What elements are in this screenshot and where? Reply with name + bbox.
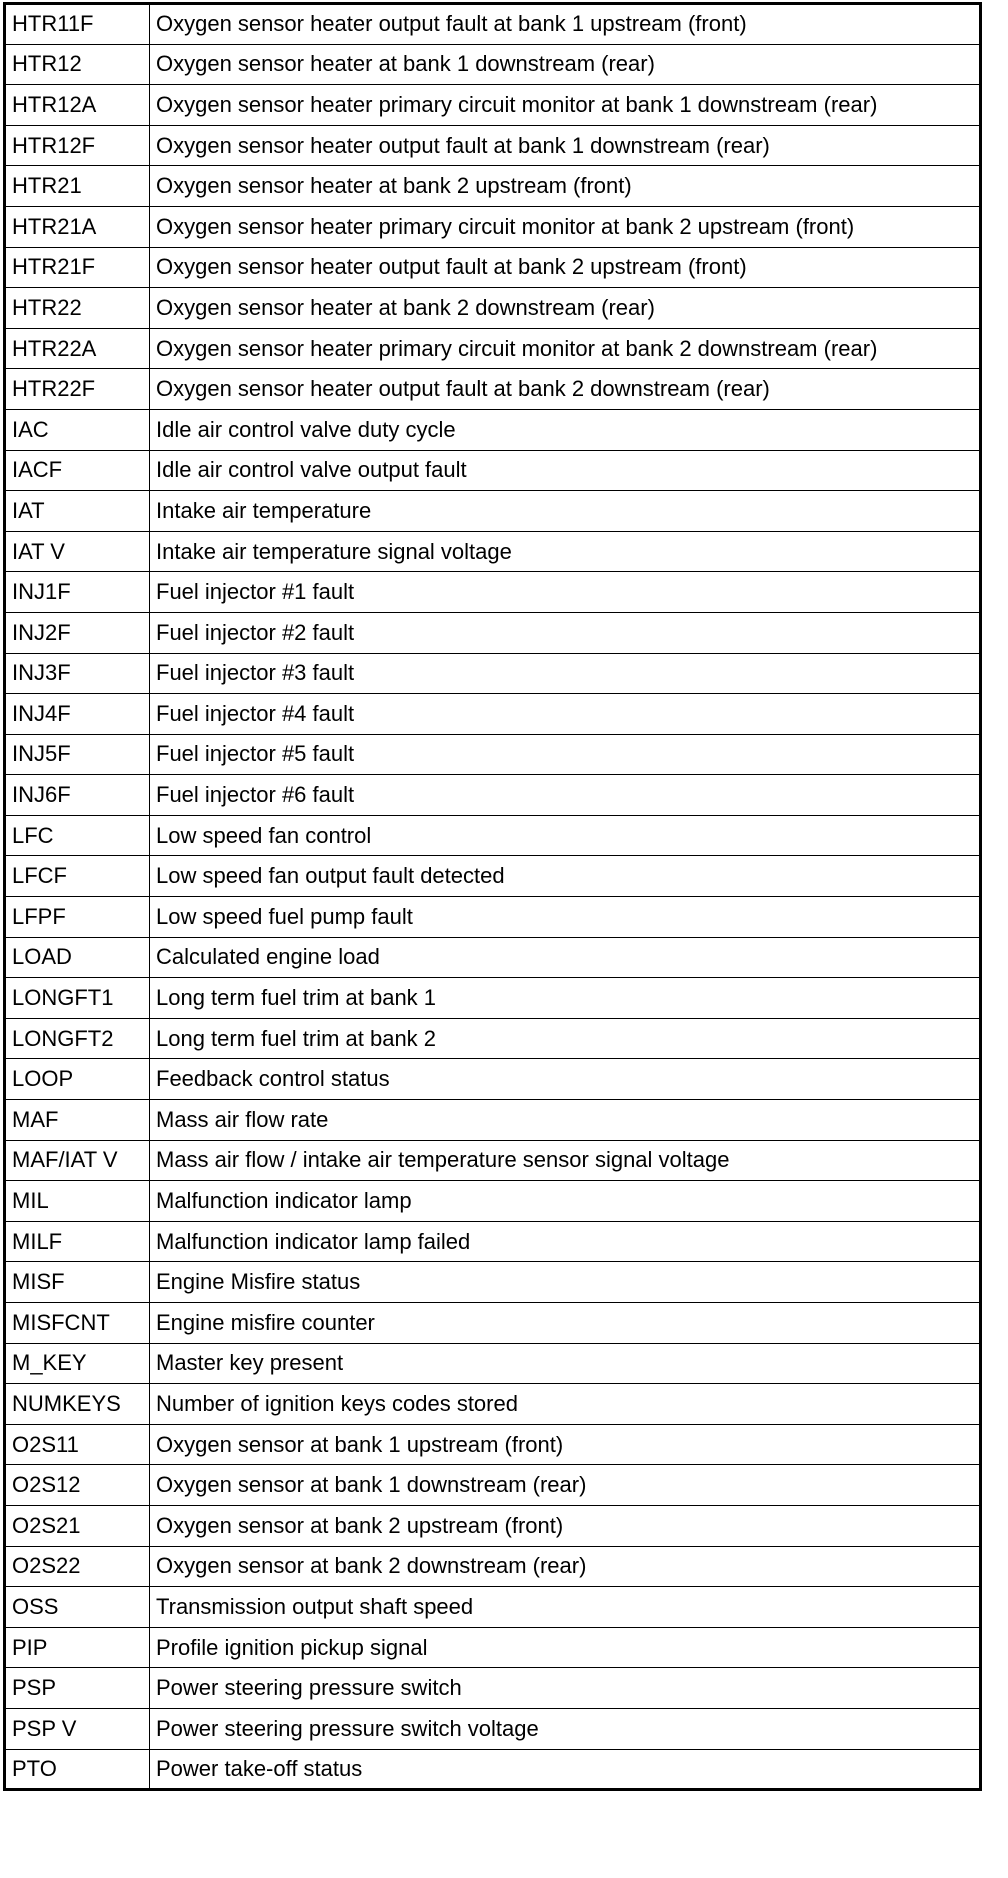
- pid-code-cell: IAT: [5, 491, 150, 532]
- pid-description-cell: Power steering pressure switch: [150, 1668, 981, 1709]
- pid-code-cell: HTR22A: [5, 328, 150, 369]
- table-row: [5, 572, 981, 613]
- table-row: [5, 1059, 981, 1100]
- table-row: [5, 491, 981, 532]
- table-row: [5, 1708, 981, 1749]
- table-row: [5, 1384, 981, 1425]
- table-row: [5, 1221, 981, 1262]
- table-row: [5, 1505, 981, 1546]
- pid-description-cell: Oxygen sensor heater primary circuit monitor at bank 2 downstream (rear): [150, 328, 981, 369]
- pid-code-cell: PSP V: [5, 1708, 150, 1749]
- pid-description-cell: Feedback control status: [150, 1059, 981, 1100]
- pid-description-cell: Fuel injector #5 fault: [150, 734, 981, 775]
- pid-description-cell: Oxygen sensor heater output fault at bank 2 upstream (front): [150, 247, 981, 288]
- pid-description-cell: Fuel injector #1 fault: [150, 572, 981, 613]
- pid-code-cell: M_KEY: [5, 1343, 150, 1384]
- table-row: [5, 694, 981, 735]
- pid-code-cell: O2S21: [5, 1505, 150, 1546]
- pid-code-cell: INJ5F: [5, 734, 150, 775]
- table-row: [5, 206, 981, 247]
- pid-code-cell: LOOP: [5, 1059, 150, 1100]
- table-row: [5, 1424, 981, 1465]
- table-row: [5, 288, 981, 329]
- pid-description-cell: Long term fuel trim at bank 1: [150, 978, 981, 1019]
- pid-description-cell: Idle air control valve duty cycle: [150, 409, 981, 450]
- pid-code-cell: INJ1F: [5, 572, 150, 613]
- pid-description-cell: Engine Misfire status: [150, 1262, 981, 1303]
- pid-code-cell: MISF: [5, 1262, 150, 1303]
- pid-code-cell: HTR11F: [5, 4, 150, 45]
- table-row: [5, 85, 981, 126]
- pid-description-cell: Power take-off status: [150, 1749, 981, 1790]
- pid-code-cell: INJ3F: [5, 653, 150, 694]
- table-row: [5, 978, 981, 1019]
- pid-description-cell: Oxygen sensor heater primary circuit monitor at bank 2 upstream (front): [150, 206, 981, 247]
- pid-description-cell: Oxygen sensor heater primary circuit monitor at bank 1 downstream (rear): [150, 85, 981, 126]
- pid-code-cell: INJ4F: [5, 694, 150, 735]
- table-row: [5, 1668, 981, 1709]
- pid-description-cell: Oxygen sensor heater at bank 2 downstream (rear): [150, 288, 981, 329]
- pid-code-cell: HTR21A: [5, 206, 150, 247]
- pid-description-cell: Idle air control valve output fault: [150, 450, 981, 491]
- pid-code-cell: INJ6F: [5, 775, 150, 816]
- table-row: [5, 125, 981, 166]
- pid-code-cell: LOAD: [5, 937, 150, 978]
- table-row: [5, 653, 981, 694]
- table-row: [5, 1018, 981, 1059]
- pid-description-cell: Malfunction indicator lamp failed: [150, 1221, 981, 1262]
- table-row: [5, 815, 981, 856]
- table-row: [5, 1587, 981, 1628]
- pid-code-cell: LONGFT1: [5, 978, 150, 1019]
- pid-description-cell: Power steering pressure switch voltage: [150, 1708, 981, 1749]
- pid-code-cell: IACF: [5, 450, 150, 491]
- pid-description-cell: Fuel injector #6 fault: [150, 775, 981, 816]
- table-row: [5, 1181, 981, 1222]
- pid-description-cell: Low speed fan output fault detected: [150, 856, 981, 897]
- pid-code-cell: LONGFT2: [5, 1018, 150, 1059]
- table-row: [5, 897, 981, 938]
- pid-code-cell: MILF: [5, 1221, 150, 1262]
- pid-code-cell: MIL: [5, 1181, 150, 1222]
- table-row: [5, 531, 981, 572]
- pid-description-cell: Intake air temperature: [150, 491, 981, 532]
- pid-code-cell: MAF/IAT V: [5, 1140, 150, 1181]
- pid-description-cell: Fuel injector #4 fault: [150, 694, 981, 735]
- table-row: [5, 1465, 981, 1506]
- table-row: [5, 856, 981, 897]
- pid-description-cell: Mass air flow / intake air temperature sensor signal voltage: [150, 1140, 981, 1181]
- pid-code-cell: PIP: [5, 1627, 150, 1668]
- pid-description-cell: Malfunction indicator lamp: [150, 1181, 981, 1222]
- table-row: [5, 4, 981, 45]
- table-row: [5, 44, 981, 85]
- table-row: [5, 328, 981, 369]
- table-row: [5, 1303, 981, 1344]
- pid-code-cell: LFC: [5, 815, 150, 856]
- pid-description-cell: Long term fuel trim at bank 2: [150, 1018, 981, 1059]
- pid-description-cell: Oxygen sensor at bank 2 upstream (front): [150, 1505, 981, 1546]
- table-row: [5, 247, 981, 288]
- pid-description-cell: Mass air flow rate: [150, 1100, 981, 1141]
- table-row: [5, 1343, 981, 1384]
- pid-code-cell: OSS: [5, 1587, 150, 1628]
- pid-code-cell: HTR12A: [5, 85, 150, 126]
- table-row: [5, 612, 981, 653]
- table-row: [5, 450, 981, 491]
- table-row: [5, 734, 981, 775]
- pid-description-cell: Transmission output shaft speed: [150, 1587, 981, 1628]
- pid-code-cell: HTR21: [5, 166, 150, 207]
- pid-code-cell: IAC: [5, 409, 150, 450]
- pid-description-cell: Fuel injector #3 fault: [150, 653, 981, 694]
- pid-code-cell: INJ2F: [5, 612, 150, 653]
- pid-description-cell: Intake air temperature signal voltage: [150, 531, 981, 572]
- table-row: [5, 1546, 981, 1587]
- pid-code-cell: PSP: [5, 1668, 150, 1709]
- table-row: [5, 775, 981, 816]
- pid-description-cell: Oxygen sensor heater output fault at bank 1 upstream (front): [150, 4, 981, 45]
- pid-description-cell: Oxygen sensor at bank 1 upstream (front): [150, 1424, 981, 1465]
- pid-code-cell: O2S11: [5, 1424, 150, 1465]
- pid-description-cell: Oxygen sensor heater output fault at bank 1 downstream (rear): [150, 125, 981, 166]
- table-row: [5, 369, 981, 410]
- pid-code-cell: PTO: [5, 1749, 150, 1790]
- table-row: [5, 409, 981, 450]
- pid-description-cell: Oxygen sensor heater at bank 1 downstream (rear): [150, 44, 981, 85]
- pid-description-cell: Oxygen sensor at bank 1 downstream (rear): [150, 1465, 981, 1506]
- pid-code-cell: IAT V: [5, 531, 150, 572]
- table-row: [5, 1140, 981, 1181]
- pid-code-cell: HTR21F: [5, 247, 150, 288]
- pid-description-cell: Profile ignition pickup signal: [150, 1627, 981, 1668]
- table-row: [5, 1262, 981, 1303]
- pid-description-cell: Low speed fan control: [150, 815, 981, 856]
- table-row: [5, 166, 981, 207]
- pid-description-cell: Oxygen sensor heater at bank 2 upstream (front): [150, 166, 981, 207]
- table-row: [5, 1100, 981, 1141]
- pid-code-cell: HTR12F: [5, 125, 150, 166]
- pid-code-cell: O2S12: [5, 1465, 150, 1506]
- pid-description-cell: Number of ignition keys codes stored: [150, 1384, 981, 1425]
- pid-code-cell: O2S22: [5, 1546, 150, 1587]
- pid-description-cell: Fuel injector #2 fault: [150, 612, 981, 653]
- pid-code-cell: NUMKEYS: [5, 1384, 150, 1425]
- pid-code-cell: LFCF: [5, 856, 150, 897]
- pid-description-cell: Master key present: [150, 1343, 981, 1384]
- table-row: [5, 1627, 981, 1668]
- pid-description-cell: Oxygen sensor heater output fault at bank 2 downstream (rear): [150, 369, 981, 410]
- pid-code-cell: HTR22F: [5, 369, 150, 410]
- table-body: [5, 4, 981, 1790]
- pid-description-cell: Calculated engine load: [150, 937, 981, 978]
- pid-description-cell: Engine misfire counter: [150, 1303, 981, 1344]
- pid-code-cell: MISFCNT: [5, 1303, 150, 1344]
- pid-description-cell: Low speed fuel pump fault: [150, 897, 981, 938]
- pid-code-cell: LFPF: [5, 897, 150, 938]
- pid-code-cell: HTR22: [5, 288, 150, 329]
- table-row: [5, 937, 981, 978]
- pid-definitions-table: [3, 2, 982, 1791]
- pid-code-cell: HTR12: [5, 44, 150, 85]
- pid-description-cell: Oxygen sensor at bank 2 downstream (rear): [150, 1546, 981, 1587]
- pid-code-cell: MAF: [5, 1100, 150, 1141]
- table-row: [5, 1749, 981, 1790]
